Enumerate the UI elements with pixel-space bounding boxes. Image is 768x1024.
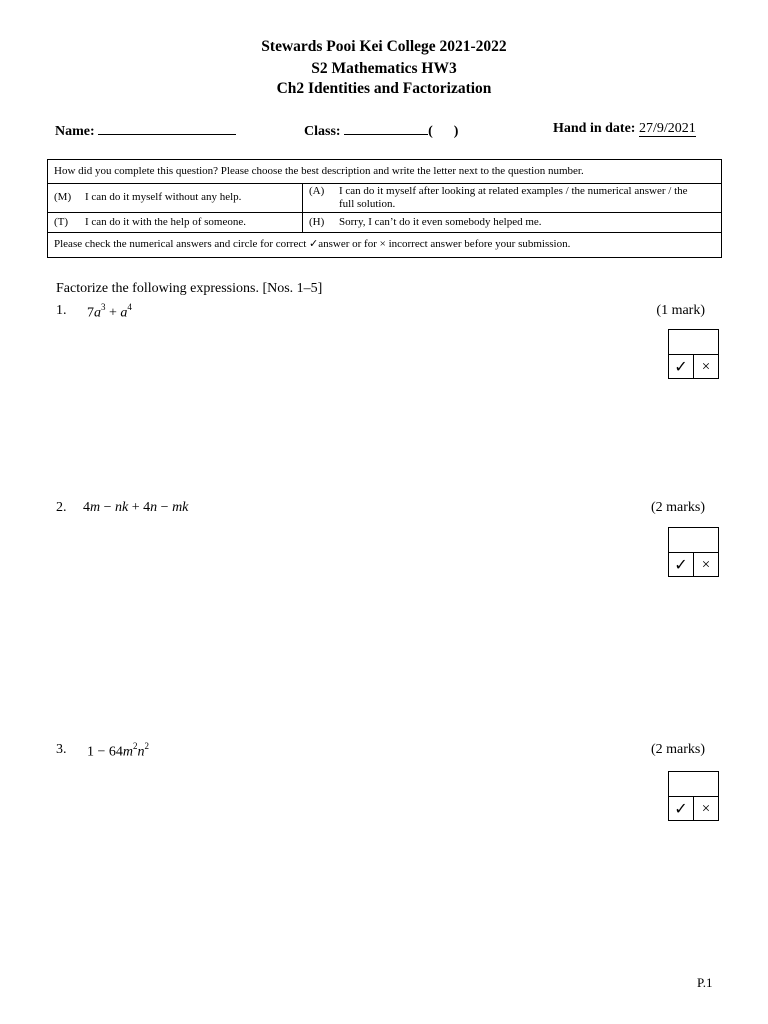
option-h-code: (H)	[309, 216, 325, 228]
name-blank[interactable]	[98, 121, 236, 135]
table-row	[48, 213, 721, 233]
table-note-row	[48, 233, 721, 257]
self-assessment-table	[47, 159, 722, 258]
table-note: Please check the numerical answers and circle for correct ✓answer or for × incorrect answer before your submission.	[54, 238, 571, 250]
answer-letter-box[interactable]	[669, 330, 718, 355]
question-1-check-box	[668, 329, 719, 379]
question-3-expression: $1 - 64m^2n^2$	[87, 741, 150, 760]
question-3-number: 3.	[56, 742, 67, 757]
correct-check-icon[interactable]: ✓	[674, 557, 688, 574]
course-title: S2 Mathematics HW3	[311, 60, 457, 77]
option-t-code: (T)	[54, 216, 69, 228]
date-label: Hand in date:	[553, 121, 636, 136]
date-value: 27/9/2021	[638, 121, 696, 136]
question-2-check-box	[668, 527, 719, 577]
option-a-text: I can do it myself after looking at related examples / the numerical answer / the full solution.	[339, 185, 688, 210]
date-field	[553, 121, 696, 137]
name-field	[55, 121, 236, 140]
correct-check-icon[interactable]: ✓	[674, 801, 688, 818]
option-a	[303, 184, 721, 212]
question-3-check-box	[668, 771, 719, 821]
option-t	[48, 213, 303, 232]
option-h-text: Sorry, I can’t do it even somebody helped me.	[339, 216, 542, 228]
correct-check-icon[interactable]: ✓	[674, 359, 688, 376]
option-m-code: (M)	[54, 191, 72, 203]
class-number-paren: ( )	[428, 124, 459, 139]
option-m	[48, 184, 303, 212]
question-2-number: 2.	[56, 500, 67, 515]
chapter-title: Ch2 Identities and Factorization	[276, 80, 492, 97]
class-blank[interactable]	[344, 121, 428, 135]
table-prompt: How did you complete this question? Please choose the best description and write the letter next to the question number.	[54, 165, 584, 177]
question-1-expression: $7a^3 + a^4$	[87, 302, 132, 321]
option-t-text: I can do it with the help of someone.	[85, 216, 246, 228]
school-title: Stewards Pooi Kei College 2021-2022	[261, 38, 507, 55]
wrong-cross-icon[interactable]: ×	[693, 797, 718, 821]
question-1-number: 1.	[56, 303, 67, 318]
option-m-text: I can do it myself without any help.	[85, 191, 242, 203]
option-a-code: (A)	[309, 185, 325, 197]
table-row	[48, 184, 721, 213]
option-h	[303, 213, 721, 232]
table-prompt-row	[48, 160, 721, 184]
answer-letter-box[interactable]	[669, 528, 718, 553]
question-2-marks: (2 marks)	[650, 500, 705, 515]
name-label: Name:	[55, 124, 95, 139]
instructions: Factorize the following expressions. [Nos. 1–5]	[56, 281, 323, 296]
question-3-marks: (2 marks)	[650, 742, 705, 757]
class-label: Class:	[304, 124, 341, 139]
class-field	[304, 121, 458, 140]
page-number: P.1	[697, 975, 713, 990]
question-2-expression: 4m − nk + 4n − mk	[83, 500, 189, 515]
wrong-cross-icon[interactable]: ×	[693, 355, 718, 379]
wrong-cross-icon[interactable]: ×	[693, 553, 718, 577]
answer-letter-box[interactable]	[669, 772, 718, 797]
question-1-marks: (1 mark)	[656, 303, 705, 318]
